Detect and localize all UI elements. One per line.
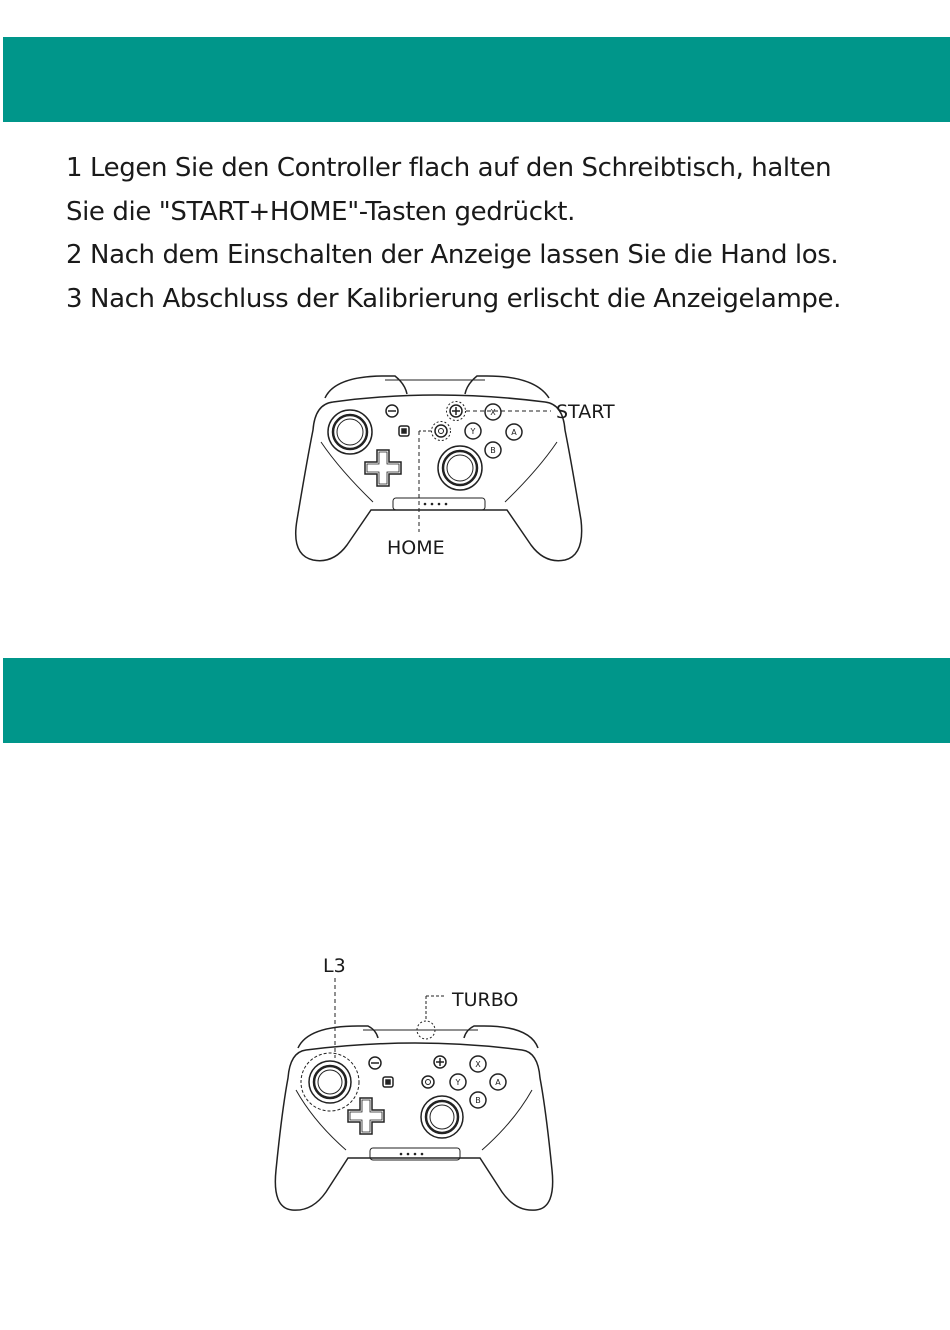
step-number: 3: [66, 283, 83, 314]
right-stick: [421, 1096, 463, 1138]
start-label: START: [556, 401, 615, 423]
b-button-label: B: [490, 446, 496, 455]
section-header-band: [3, 37, 950, 122]
a-button-label: A: [495, 1078, 501, 1087]
y-button-label: Y: [470, 427, 476, 436]
section-header-band: [3, 658, 950, 743]
controller-diagram-start-home: [285, 370, 645, 570]
left-stick: [328, 410, 372, 454]
x-button-label: X: [490, 408, 496, 417]
dpad: [365, 450, 401, 486]
controller-body: [275, 1043, 552, 1210]
home-label: HOME: [387, 537, 445, 559]
dpad: [348, 1098, 384, 1134]
controller-diagram-l3-turbo: [268, 950, 568, 1220]
x-button-label: X: [475, 1060, 481, 1069]
right-stick: [438, 446, 482, 490]
step-text-continued: Sie die "START+HOME"-Tasten gedrückt.: [66, 196, 575, 227]
step-3: [66, 278, 926, 322]
a-button-label: A: [511, 428, 517, 437]
left-bumper: [325, 376, 407, 398]
step-number: 2: [66, 240, 83, 270]
l3-label: L3: [323, 955, 346, 977]
step-text: Legen Sie den Controller flach auf den Schreibtisch, halten: [90, 153, 832, 183]
home-button: [422, 1076, 434, 1088]
step-2: [66, 234, 926, 278]
step-number: 1: [66, 153, 83, 183]
step-1: [66, 147, 926, 234]
step-text: Nach Abschluss der Kalibrierung erlischt die Anzeigelampe.: [90, 283, 841, 314]
step-text: Nach dem Einschalten der Anzeige lassen Sie die Hand los.: [90, 240, 839, 270]
calibration-steps: [66, 147, 926, 321]
home-button: [435, 425, 447, 437]
left-stick-l3: [309, 1061, 351, 1103]
right-bumper: [465, 376, 549, 398]
turbo-label: TURBO: [452, 989, 519, 1011]
b-button-label: B: [475, 1096, 481, 1105]
y-button-label: Y: [455, 1078, 461, 1087]
